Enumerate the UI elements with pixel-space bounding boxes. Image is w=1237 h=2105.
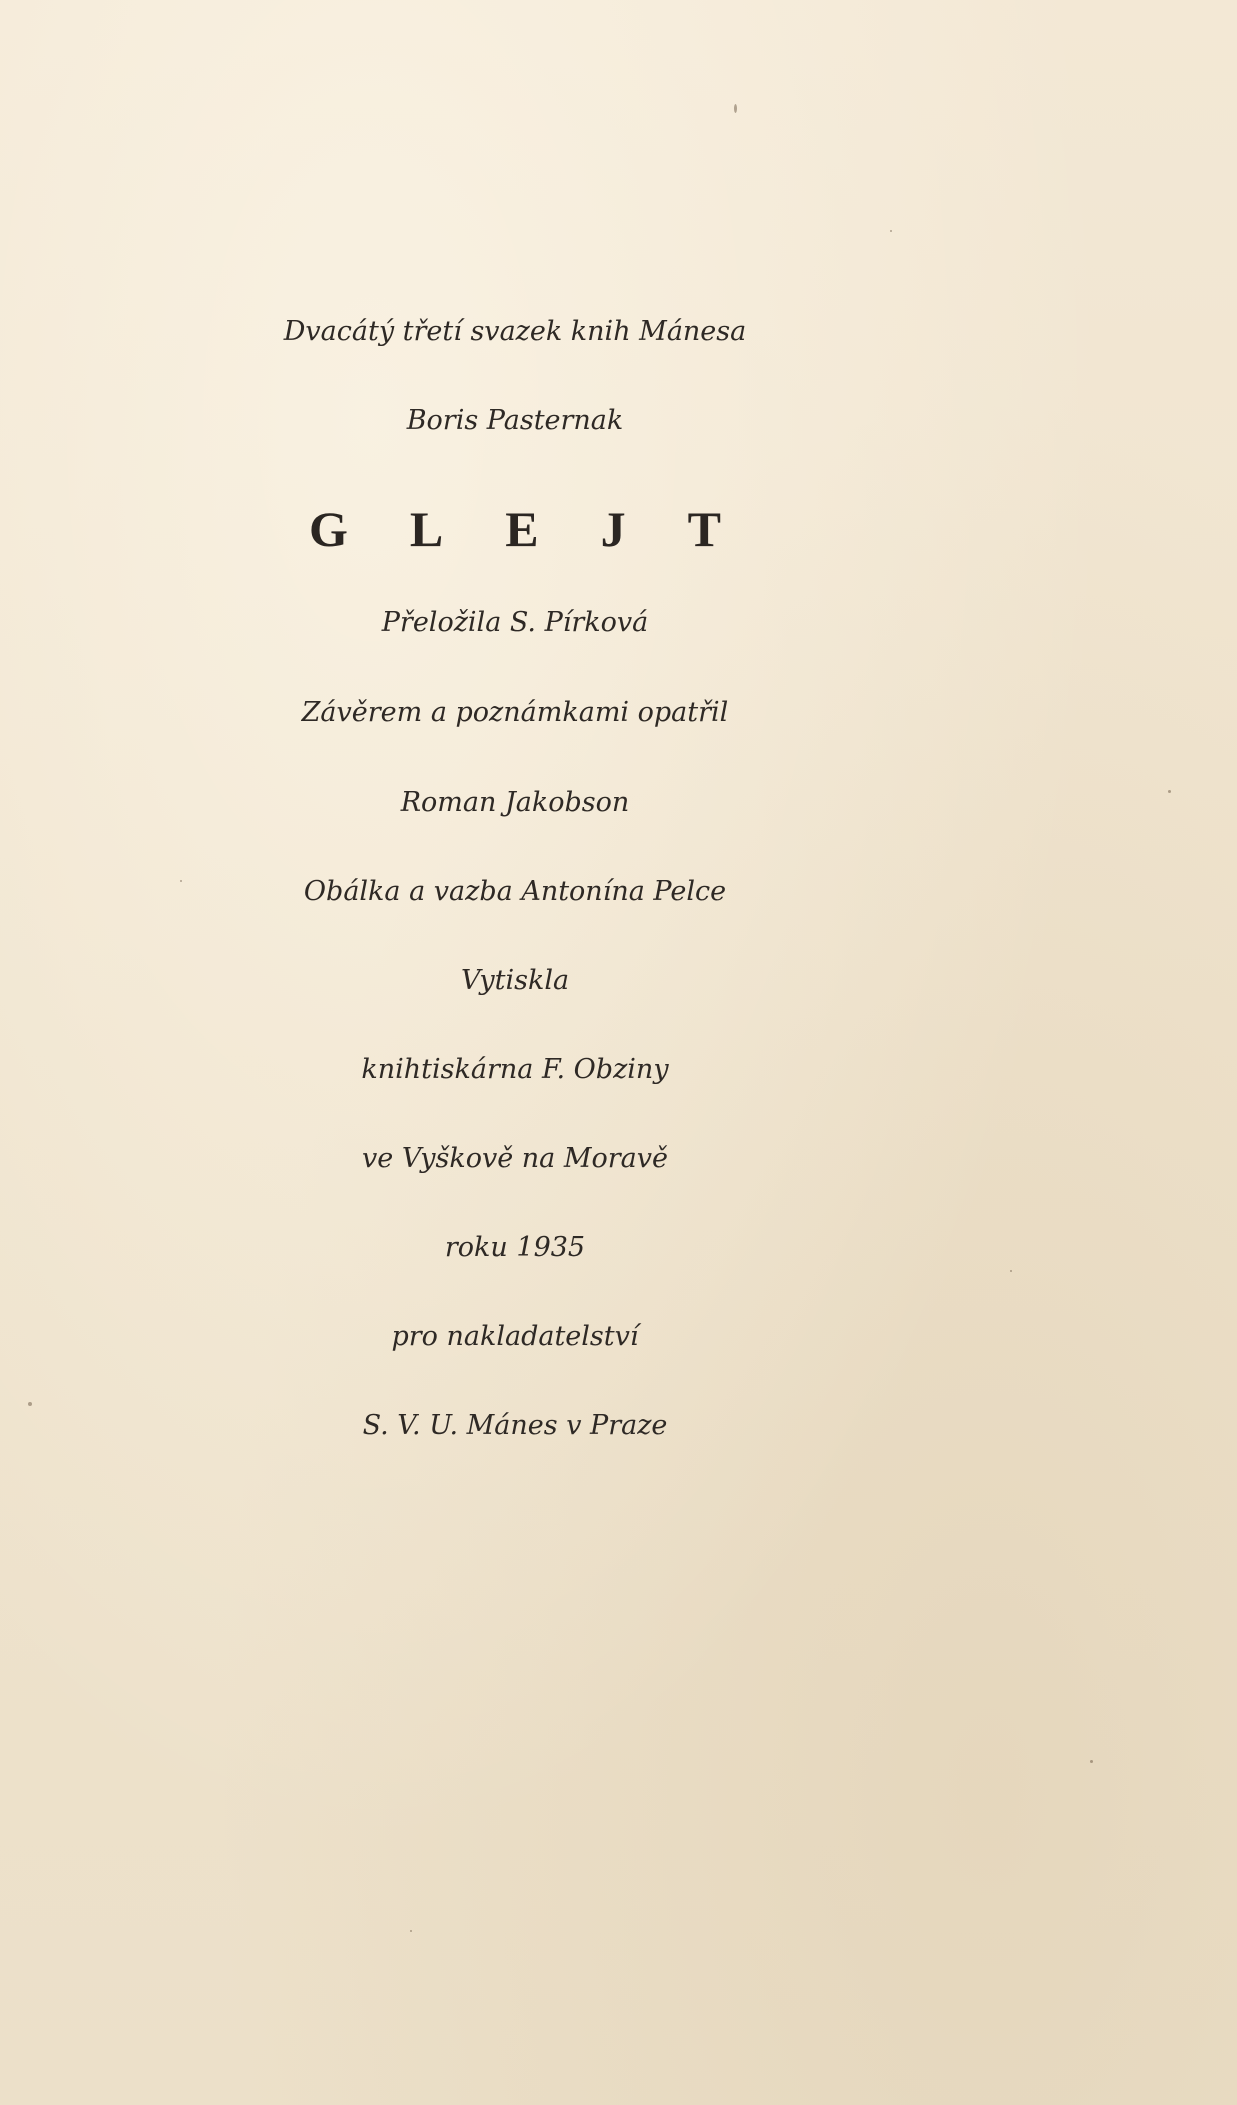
cover-credit: Obálka a vazba Antonína Pelce [303, 876, 727, 907]
paper-speck [890, 230, 892, 232]
author-name: Boris Pasternak [406, 405, 624, 436]
printed-line: Vytiskla [460, 965, 570, 996]
afterword-line: Závěrem a poznámkami opatřil [301, 697, 729, 728]
paper-speck [734, 104, 737, 113]
series-line: Dvacátý třetí svazek knih Mánesa [283, 316, 747, 347]
book-title: GLEJT [309, 501, 783, 557]
publisher-line: S. V. U. Mánes v Praze [362, 1410, 668, 1441]
for-publisher-line: pro nakladatelství [391, 1321, 639, 1352]
paper-speck [180, 880, 182, 882]
afterword-author: Roman Jakobson [400, 787, 630, 818]
paper-speck [28, 1402, 32, 1406]
paper-speck [1168, 790, 1171, 793]
paper-speck [410, 1930, 412, 1932]
paper-speck [1090, 1760, 1093, 1763]
year-line: roku 1935 [444, 1232, 586, 1263]
translator-line: Přeložila S. Pírková [381, 607, 649, 638]
printer-line: knihtiskárna F. Obziny [361, 1054, 669, 1085]
paper-speck [1010, 1270, 1012, 1272]
place-line: ve Vyškově na Moravě [362, 1143, 668, 1174]
